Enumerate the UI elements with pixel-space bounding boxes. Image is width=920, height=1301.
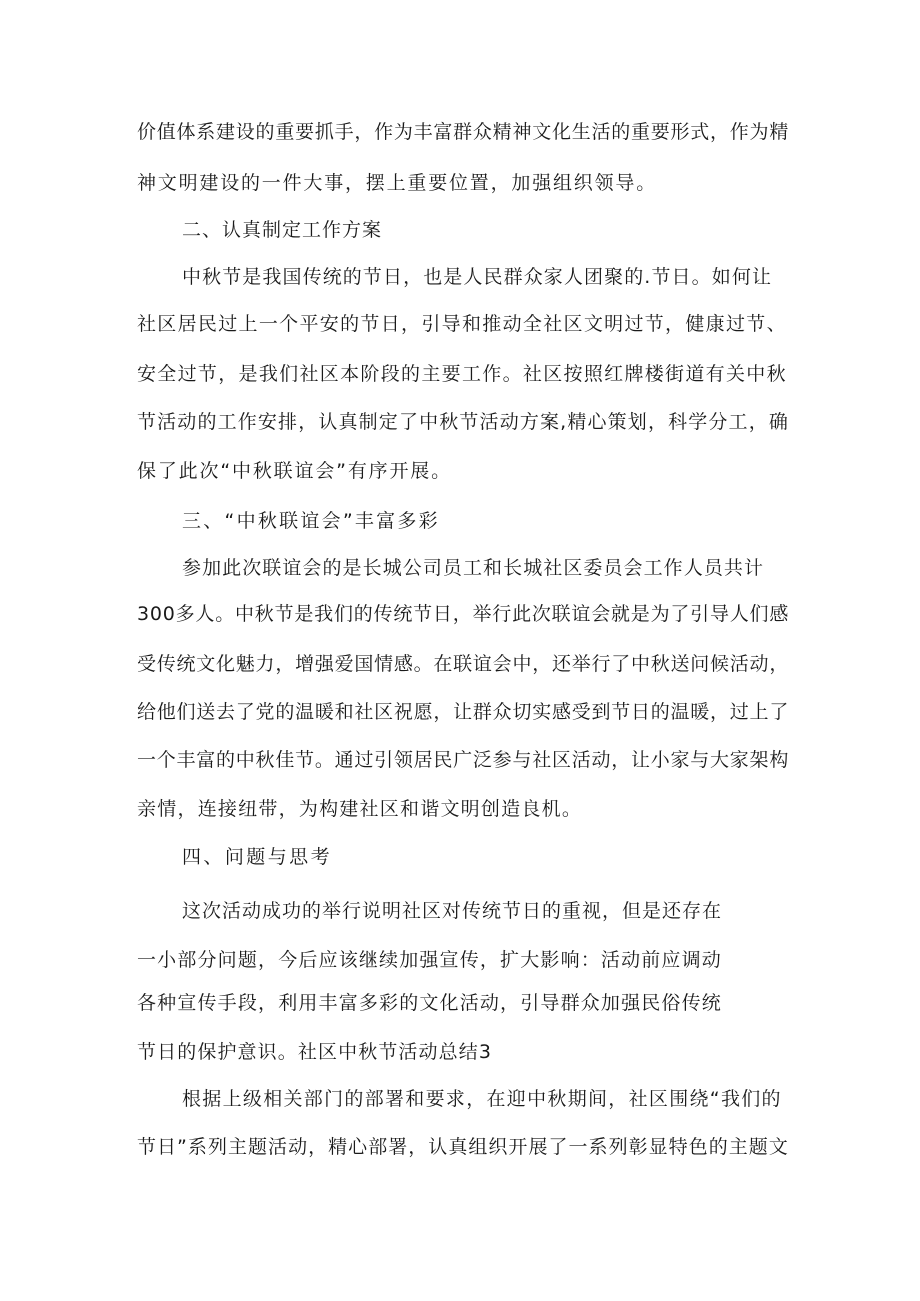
paragraph-line: 受传统文化魅力，增强爱国情感。在联谊会中，还举行了中秋送问候活动， [137,653,790,675]
paragraph-line: 参加此次联谊会的是长城公司员工和长城社区委员会工作人员共计 [182,557,765,579]
paragraph-line: 这次活动成功的举行说明社区对传统节日的重视，但是还存在 [182,900,723,922]
paragraph-line: 各种宣传手段，利用丰富多彩的文化活动，引导群众加强民俗传统 [137,992,722,1014]
section-heading: 四、问题与思考 [182,846,333,868]
paragraph-line: 节日的保护意识。社区中秋节活动总结3 [137,1041,493,1063]
paragraph-line: 亲情，连接纽带，为构建社区和谐文明创造良机。 [137,798,583,820]
paragraph-line: 神文明建设的一件大事，摆上重要位置，加强组织领导。 [137,172,658,194]
section-heading: 二、认真制定工作方案 [182,219,383,241]
paragraph-line: 一小部分问题，今后应该继续加强宣传，扩大影响：活动前应调动 [137,949,722,971]
paragraph-line: 中秋节是我国传统的节日，也是人民群众家人团聚的.节日。如何让 [182,266,773,288]
section-heading: 三、“中秋联谊会”丰富多彩 [182,510,440,532]
paragraph-line: 社区居民过上一个平安的节日，引导和推动全社区文明过节，健康过节、 [137,313,787,335]
paragraph-line: 一个丰富的中秋佳节。通过引领居民广泛参与社区活动，让小家与大家架构 [137,749,790,771]
paragraph-line: 300多人。中秋节是我们的传统节日，举行此次联谊会就是为了引导人们感 [137,603,790,625]
paragraph-line: 给他们送去了党的温暖和社区祝愿，让群众切实感受到节日的温暖，过上了 [137,701,790,723]
paragraph-line: 节活动的工作安排，认真制定了中秋节活动方案,精心策划，科学分工，确 [137,411,789,433]
paragraph-line: 安全过节，是我们社区本阶段的主要工作。社区按照红牌楼街道有关中秋 [137,363,787,385]
paragraph-line: 节日”系列主题活动，精心部署，认真组织开展了一系列彰显特色的主题文 [137,1136,789,1158]
paragraph-line: 根据上级相关部门的部署和要求，在迎中秋期间，社区围绕“我们的 [182,1088,782,1110]
paragraph-line: 价值体系建设的重要抓手，作为丰富群众精神文化生活的重要形式，作为精 [137,121,790,143]
paragraph-line: 保了此次“中秋联谊会”有序开展。 [137,460,452,482]
